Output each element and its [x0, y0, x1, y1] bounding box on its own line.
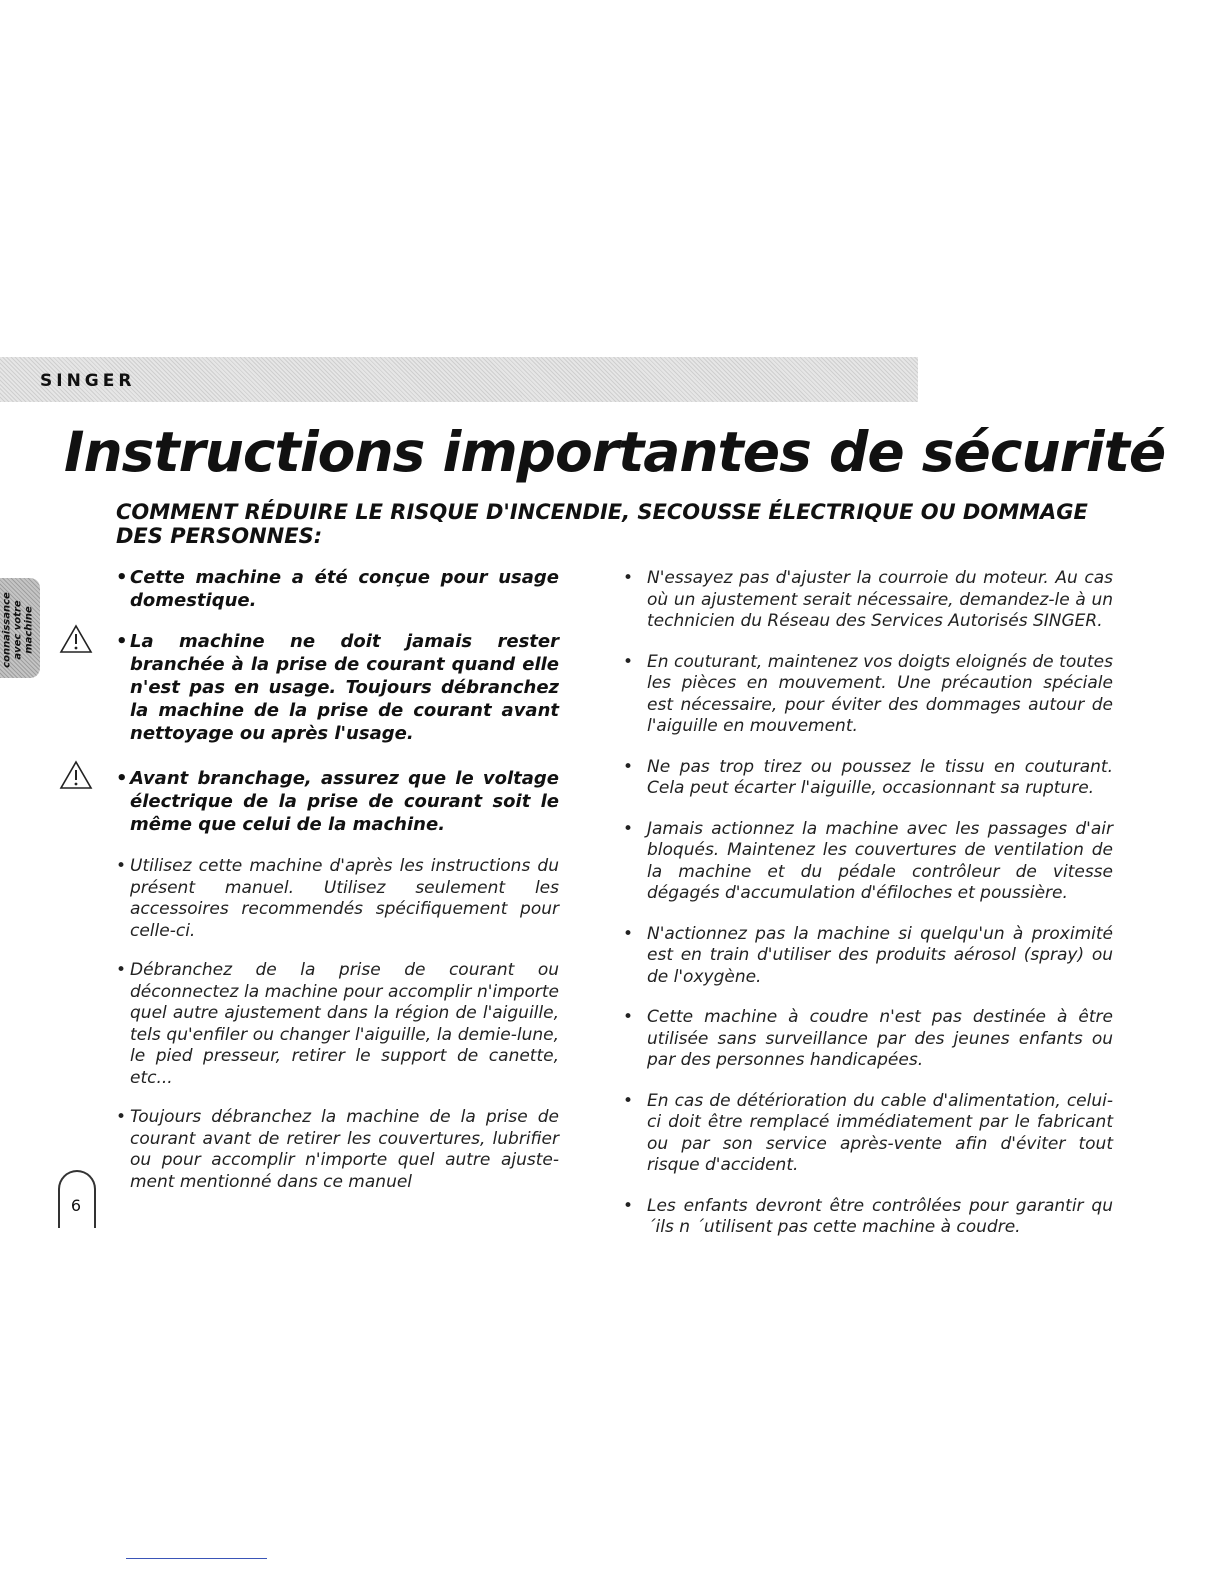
list-item [623, 757, 1113, 800]
list-item [623, 1007, 1113, 1072]
list-item [116, 856, 559, 942]
list-item-text: En cas de détérioration du cable d'alimentation, celui-ci doit être remplacé immédiatement par le fabricant ou par son service après-vente afin d'éviter tout risque d'accident. [647, 1090, 1113, 1175]
list-item-text: Ne pas trop tirez ou poussez le tissu en couturant. Cela peut écarter l'aiguille, occasionnant sa rupture. [647, 756, 1113, 798]
side-tab-line: connaissance [1, 592, 13, 668]
bullet: • [623, 818, 634, 839]
list-item-text: Les enfants devront être contrôlées pour garantir qu ´ils n ´utilisent pas cette machine à coudre. [647, 1195, 1113, 1237]
list-item [116, 566, 559, 612]
list-item [116, 767, 559, 836]
side-tab-label [2, 592, 35, 668]
list-item [623, 924, 1113, 989]
bullet: • [116, 567, 128, 588]
list-item-text: En couturant, maintenez vos doigts eloignés de toutes les pièces en mouvement. Une précaution spéciale est nécessaire, pour éviter des dommages autour de l'aiguille en mouvement. [647, 651, 1113, 736]
list-item-text: Utilisez cette machine d'après les instructions du présent manuel. Utilisez seulement les accessoires recommendés spécifiquement pour celle-ci. [130, 856, 559, 941]
right-column [623, 568, 1113, 1258]
page-title: Instructions importantes de sécurité [64, 420, 1166, 484]
bullet: • [623, 1007, 634, 1027]
bullet: • [623, 1090, 634, 1111]
bullet: • [623, 568, 634, 588]
bullet: • [116, 856, 127, 876]
side-tab-line: avec votre [12, 600, 24, 660]
side-tab-line: machine [23, 606, 35, 654]
list-item [623, 1091, 1113, 1177]
bullet: • [623, 756, 634, 777]
bullet: • [116, 768, 128, 789]
list-item [623, 819, 1113, 905]
bullet: • [116, 631, 128, 652]
list-item-text: N'essayez pas d'ajuster la courroie du moteur. Au cas où un ajustement serait nécessaire, demandez-le à un technicien du Réseau des Services Autorisés SINGER. [647, 568, 1113, 631]
list-item-text: N'actionnez pas la machine si quelqu'un à proximité est en train d'utiliser des produits aérosol (spray) ou de l'oxygène. [647, 923, 1113, 987]
bullet: • [116, 960, 127, 980]
footer-rule [126, 1558, 267, 1559]
list-item [116, 960, 559, 1089]
list-item [116, 630, 559, 745]
list-item [623, 568, 1113, 633]
list-item-text: Cette machine a été conçue pour usage domestique. [130, 567, 559, 611]
list-item-text: Débranchez de la prise de courant ou déconnectez la machine pour accomplir n'importe quel autre ajustement dans la région de l'aiguille, tels qu'enfiler ou changer l'aiguille, la demie-lune, le pied presseur, retirer le support de canette, etc... [130, 960, 559, 1088]
left-column [116, 566, 559, 1193]
brand-logo: SINGER [40, 371, 136, 391]
page-number: 6 [70, 1196, 82, 1215]
warning-triangle-icon [59, 624, 93, 654]
list-item-text: Cette machine à coudre n'est pas destinée à être utilisée sans surveillance par des jeunes enfants ou par des personnes handicapées. [647, 1007, 1113, 1070]
bullet: • [116, 1107, 127, 1127]
list-item-text: Jamais actionnez la machine avec les passages d'air bloqués. Maintenez les couvertures de ventilation de la machine et du pédale contrôleur de vitesse dégagés d'accumulation d'éfiloches et poussière. [647, 818, 1113, 903]
list-item-text: La machine ne doit jamais rester branchée à la prise de courant quand elle n'est pas en usage. Toujours débranchez la machine de la prise de courant avant nettoyage ou après l'usage. [130, 631, 559, 744]
list-item [623, 1196, 1113, 1239]
list-item-text: Toujours débranchez la machine de la prise de courant avant de retirer les couvertures, lubrifier ou pour accomplir n'importe quel autre ajuste-ment mentionné dans ce manuel [130, 1107, 559, 1192]
header-band [0, 357, 918, 402]
bullet: • [623, 1195, 634, 1216]
list-item [116, 1107, 559, 1193]
bullet: • [623, 923, 634, 944]
list-item [623, 652, 1113, 738]
bullet: • [623, 651, 634, 672]
warning-triangle-icon [59, 760, 93, 790]
page-subtitle: COMMENT RÉDUIRE LE RISQUE D'INCENDIE, SECOUSSE ÉLECTRIQUE OU DOMMAGE DES PERSONNES: [116, 500, 1088, 548]
list-item-text: Avant branchage, assurez que le voltage électrique de la prise de courant soit le même que celui de la machine. [130, 768, 559, 835]
